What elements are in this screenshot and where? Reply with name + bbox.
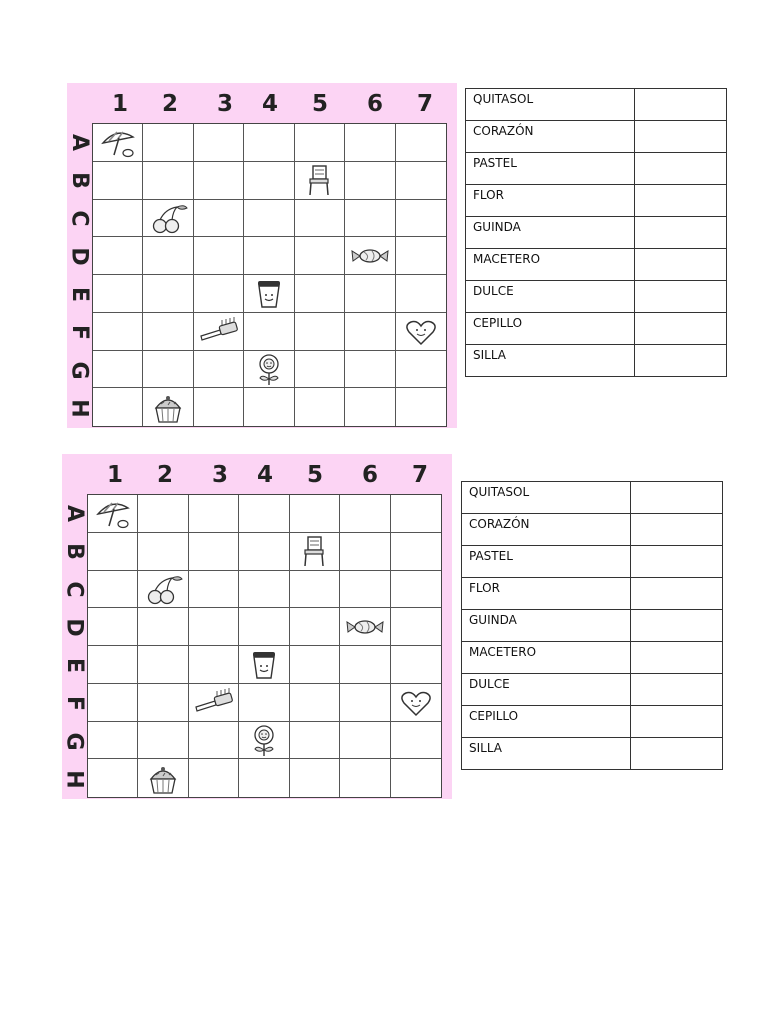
column-header: 4 <box>261 91 278 117</box>
column-header: 7 <box>411 462 428 488</box>
grid-cell <box>391 722 441 760</box>
grid-cell <box>295 275 345 313</box>
grid-cell <box>244 200 294 238</box>
word-cell: CORAZÓN <box>462 514 631 546</box>
grid-cell <box>189 684 239 722</box>
grid-cell <box>391 608 441 646</box>
grid-cell <box>244 313 294 351</box>
coordinate-board-1 <box>67 83 457 428</box>
grid-cell <box>138 759 188 797</box>
grid-cell <box>295 237 345 275</box>
answer-cell[interactable] <box>631 482 723 514</box>
row-header-letter: C <box>62 580 87 598</box>
flower-icon <box>248 352 290 386</box>
table-row <box>462 738 723 770</box>
grid-cell <box>396 124 446 162</box>
table-row <box>462 610 723 642</box>
answer-cell[interactable] <box>635 281 727 313</box>
answer-cell[interactable] <box>631 610 723 642</box>
answer-cell[interactable] <box>635 217 727 249</box>
row-header-letter: D <box>61 617 87 637</box>
word-cell: GUINDA <box>462 610 631 642</box>
grid-cell <box>290 608 340 646</box>
grid-cell <box>391 533 441 571</box>
grid-cell <box>88 608 138 646</box>
answer-cell[interactable] <box>635 249 727 281</box>
grid-cell <box>93 313 143 351</box>
word-cell: FLOR <box>466 185 635 217</box>
grid-cell <box>189 608 239 646</box>
word-cell: FLOR <box>462 578 631 610</box>
grid-cell <box>189 722 239 760</box>
table-row <box>466 89 727 121</box>
table-row <box>466 313 727 345</box>
row-header-letter: C <box>67 209 92 227</box>
row-header-letter: A <box>67 133 92 151</box>
row-header <box>67 199 92 237</box>
grid-cell <box>239 533 289 571</box>
row-header <box>62 684 87 722</box>
grid-cell <box>396 313 446 351</box>
coordinate-grid <box>92 123 447 427</box>
grid-cell <box>138 646 188 684</box>
table-row <box>466 281 727 313</box>
grid-cell <box>194 313 244 351</box>
grid-cell <box>194 237 244 275</box>
row-header-letter: B <box>62 542 87 560</box>
cherries-icon <box>147 201 189 235</box>
word-cell: QUITASOL <box>466 89 635 121</box>
column-header: 3 <box>211 462 228 488</box>
grid-cell <box>290 646 340 684</box>
row-header-letter: G <box>67 360 92 380</box>
grid-cell <box>295 313 345 351</box>
grid-cell <box>143 388 193 426</box>
word-cell: PASTEL <box>466 153 635 185</box>
heart-icon <box>395 685 437 719</box>
grid-cell <box>290 684 340 722</box>
grid-cell <box>88 722 138 760</box>
table-row <box>466 249 727 281</box>
candy-icon <box>344 610 386 644</box>
row-header <box>67 389 92 427</box>
row-header-letter: E <box>67 286 92 302</box>
flowerpot-icon <box>248 276 290 310</box>
grid-cell <box>244 388 294 426</box>
grid-cell <box>396 237 446 275</box>
column-header: 1 <box>111 91 128 117</box>
word-cell: GUINDA <box>466 217 635 249</box>
row-header <box>62 570 87 608</box>
word-cell: CORAZÓN <box>466 121 635 153</box>
grid-cell <box>295 162 345 200</box>
word-cell: CEPILLO <box>462 706 631 738</box>
grid-cell <box>340 608 390 646</box>
coordinate-grid <box>87 494 442 798</box>
grid-cell <box>345 313 395 351</box>
word-table-2 <box>461 481 723 770</box>
flowerpot-icon <box>243 647 285 681</box>
grid-cell <box>189 495 239 533</box>
column-header: 6 <box>361 462 378 488</box>
grid-cell <box>340 571 390 609</box>
word-cell: CEPILLO <box>466 313 635 345</box>
row-header <box>67 351 92 389</box>
answer-cell[interactable] <box>631 738 723 770</box>
grid-cell <box>93 162 143 200</box>
grid-cell <box>143 124 193 162</box>
answer-cell[interactable] <box>631 674 723 706</box>
row-header <box>62 532 87 570</box>
grid-cell <box>138 571 188 609</box>
row-header <box>67 313 92 351</box>
brush-icon <box>198 314 240 348</box>
grid-cell <box>138 684 188 722</box>
grid-cell <box>290 495 340 533</box>
table-row <box>462 642 723 674</box>
grid-cell <box>391 759 441 797</box>
column-header: 4 <box>256 462 273 488</box>
row-header-letter: D <box>66 246 92 266</box>
chair-icon <box>293 534 335 568</box>
grid-cell <box>239 608 289 646</box>
word-cell: SILLA <box>466 345 635 377</box>
cherries-icon <box>142 572 184 606</box>
grid-cell <box>391 495 441 533</box>
word-cell: MACETERO <box>466 249 635 281</box>
grid-cell <box>396 162 446 200</box>
grid-cell <box>345 237 395 275</box>
row-header <box>62 608 87 646</box>
grid-cell <box>93 351 143 389</box>
row-header-letter: H <box>66 398 92 418</box>
grid-cell <box>345 275 395 313</box>
row-header <box>62 646 87 684</box>
grid-cell <box>345 162 395 200</box>
row-header <box>67 161 92 199</box>
row-header <box>62 494 87 532</box>
grid-cell <box>239 722 289 760</box>
column-header: 1 <box>106 462 123 488</box>
column-header: 2 <box>156 462 173 488</box>
grid-cell <box>138 722 188 760</box>
grid-cell <box>143 275 193 313</box>
row-header-letter: H <box>61 769 87 789</box>
grid-cell <box>340 495 390 533</box>
column-header: 2 <box>161 91 178 117</box>
word-cell: DULCE <box>462 674 631 706</box>
word-cell: QUITASOL <box>462 482 631 514</box>
row-header <box>67 275 92 313</box>
grid-cell <box>391 646 441 684</box>
answer-cell[interactable] <box>635 153 727 185</box>
grid-cell <box>244 351 294 389</box>
row-header-letter: F <box>62 695 87 711</box>
column-header: 3 <box>216 91 233 117</box>
grid-cell <box>244 124 294 162</box>
answer-cell[interactable] <box>631 514 723 546</box>
word-cell: MACETERO <box>462 642 631 674</box>
grid-cell <box>194 275 244 313</box>
grid-cell <box>295 351 345 389</box>
row-header-letter: E <box>62 657 87 673</box>
grid-cell <box>290 571 340 609</box>
grid-cell <box>239 646 289 684</box>
word-cell: SILLA <box>462 738 631 770</box>
table-row <box>462 706 723 738</box>
table-row <box>462 578 723 610</box>
grid-cell <box>88 646 138 684</box>
table-row <box>462 482 723 514</box>
grid-cell <box>391 571 441 609</box>
column-header: 5 <box>306 462 323 488</box>
grid-cell <box>93 200 143 238</box>
row-header-letter: G <box>62 731 87 751</box>
grid-cell <box>345 124 395 162</box>
table-row <box>466 121 727 153</box>
grid-cell <box>239 571 289 609</box>
column-header: 6 <box>366 91 383 117</box>
row-header <box>62 760 87 798</box>
grid-cell <box>189 571 239 609</box>
grid-cell <box>88 684 138 722</box>
grid-cell <box>194 351 244 389</box>
grid-cell <box>138 495 188 533</box>
grid-cell <box>194 200 244 238</box>
grid-cell <box>194 162 244 200</box>
word-table-1 <box>465 88 727 377</box>
umbrella-icon <box>97 125 139 159</box>
table-row <box>462 674 723 706</box>
row-header-letter: B <box>67 171 92 189</box>
row-header-letter: A <box>62 504 87 522</box>
grid-cell <box>143 237 193 275</box>
grid-cell <box>345 388 395 426</box>
column-header: 5 <box>311 91 328 117</box>
grid-cell <box>340 646 390 684</box>
grid-cell <box>88 759 138 797</box>
answer-cell[interactable] <box>635 89 727 121</box>
row-header <box>67 123 92 161</box>
brush-icon <box>193 685 235 719</box>
grid-cell <box>295 388 345 426</box>
grid-cell <box>290 759 340 797</box>
answer-cell[interactable] <box>631 706 723 738</box>
grid-cell <box>93 124 143 162</box>
grid-cell <box>244 162 294 200</box>
grid-cell <box>340 533 390 571</box>
answer-cell[interactable] <box>635 121 727 153</box>
word-cell: DULCE <box>466 281 635 313</box>
grid-cell <box>239 495 289 533</box>
answer-cell[interactable] <box>635 313 727 345</box>
heart-icon <box>400 314 442 348</box>
grid-cell <box>143 313 193 351</box>
answer-cell[interactable] <box>635 185 727 217</box>
flower-icon <box>243 723 285 757</box>
grid-cell <box>340 684 390 722</box>
grid-cell <box>88 571 138 609</box>
grid-cell <box>345 200 395 238</box>
grid-cell <box>93 237 143 275</box>
grid-cell <box>88 495 138 533</box>
grid-cell <box>189 759 239 797</box>
chair-icon <box>298 163 340 197</box>
grid-cell <box>295 124 345 162</box>
grid-cell <box>138 608 188 646</box>
grid-cell <box>396 351 446 389</box>
grid-cell <box>93 388 143 426</box>
grid-cell <box>396 388 446 426</box>
answer-cell[interactable] <box>631 642 723 674</box>
table-row <box>462 546 723 578</box>
table-row <box>462 514 723 546</box>
candy-icon <box>349 239 391 273</box>
grid-cell <box>189 646 239 684</box>
grid-cell <box>391 684 441 722</box>
grid-cell <box>138 533 188 571</box>
grid-cell <box>244 237 294 275</box>
grid-cell <box>290 533 340 571</box>
answer-cell[interactable] <box>635 345 727 377</box>
grid-cell <box>239 684 289 722</box>
grid-cell <box>340 722 390 760</box>
grid-cell <box>396 200 446 238</box>
grid-cell <box>194 124 244 162</box>
column-header: 7 <box>416 91 433 117</box>
word-cell: PASTEL <box>462 546 631 578</box>
table-row <box>466 345 727 377</box>
grid-cell <box>345 351 395 389</box>
cupcake-icon <box>142 761 184 795</box>
answer-cell[interactable] <box>631 578 723 610</box>
row-header <box>67 237 92 275</box>
grid-cell <box>239 759 289 797</box>
cupcake-icon <box>147 390 189 424</box>
grid-cell <box>290 722 340 760</box>
grid-cell <box>143 351 193 389</box>
table-row <box>466 153 727 185</box>
umbrella-icon <box>92 496 134 530</box>
coordinate-board-2 <box>62 454 452 799</box>
grid-cell <box>88 533 138 571</box>
grid-cell <box>143 162 193 200</box>
row-header <box>62 722 87 760</box>
grid-cell <box>189 533 239 571</box>
table-row <box>466 217 727 249</box>
table-row <box>466 185 727 217</box>
answer-cell[interactable] <box>631 546 723 578</box>
grid-cell <box>244 275 294 313</box>
grid-cell <box>295 200 345 238</box>
grid-cell <box>143 200 193 238</box>
row-header-letter: F <box>67 324 92 340</box>
grid-cell <box>340 759 390 797</box>
grid-cell <box>93 275 143 313</box>
grid-cell <box>194 388 244 426</box>
grid-cell <box>396 275 446 313</box>
